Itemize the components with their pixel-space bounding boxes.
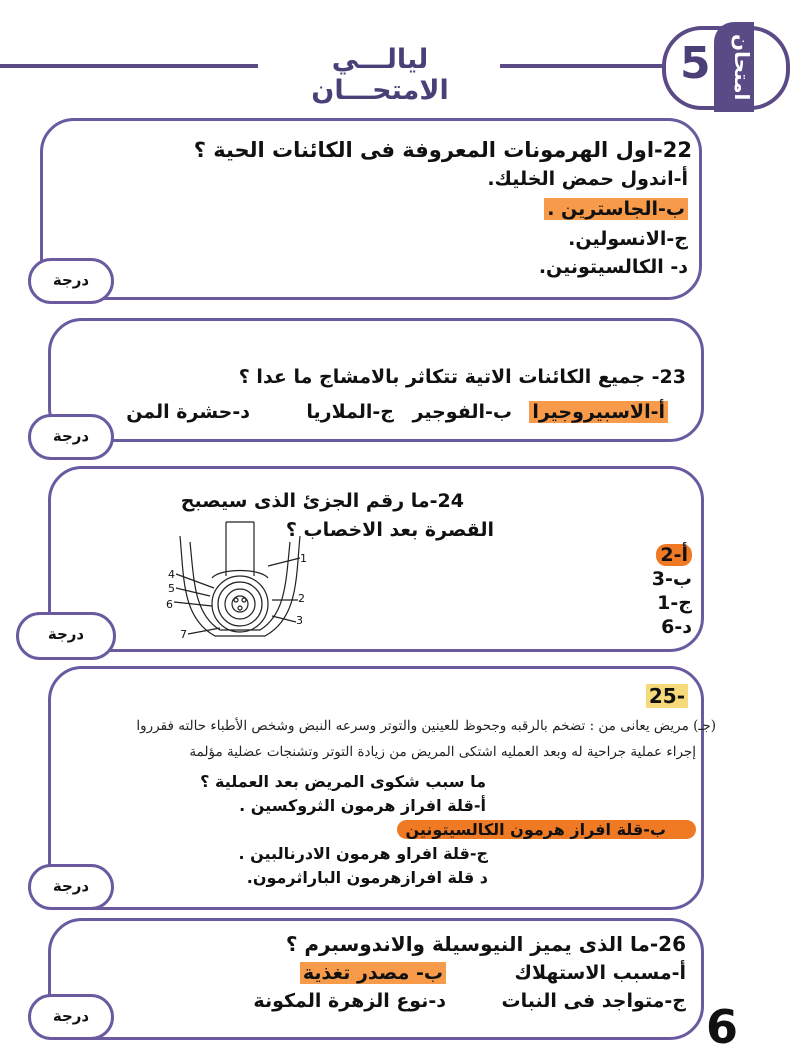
q23-option-b: ب-الفوجير: [412, 401, 512, 423]
q24-grade-badge: درجة: [16, 612, 116, 660]
q25-option-a: أ-قلة افراز هرمون الثروكسين .: [239, 796, 486, 815]
q22-correct-highlight: ب-الجاسترين .: [544, 198, 688, 220]
q23-option-d: د-حشرة المن: [126, 401, 250, 423]
q25-number-highlight: -25: [646, 684, 688, 708]
figure-label-6: 6: [166, 598, 173, 611]
figure-label-7: 7: [180, 628, 187, 641]
q26-correct-highlight: ب- مصدر تغذية: [300, 962, 446, 984]
exam-word: امتحان: [714, 22, 754, 112]
q26-option-d: د-نوع الزهرة المكونة: [253, 990, 446, 1012]
q23-option-a: [529, 401, 668, 423]
q22-option-b: [544, 198, 688, 220]
q23-option-c: ج-الملاريا: [306, 401, 394, 423]
header-title: ليالـــي الامتحـــان: [311, 44, 449, 106]
q22-option-c: ج-الانسولين.: [568, 228, 688, 250]
q24-correct-highlight: أ-2: [656, 544, 692, 566]
q22-option-a: أ-اندول حمض الخليك.: [487, 168, 688, 190]
figure-label-1: 1: [300, 552, 307, 565]
q23-question: 23- جميع الكائنات الاتية تتكاثر بالامشاج ما عدا ؟: [238, 366, 686, 388]
q22-grade-badge: درجة: [28, 258, 114, 304]
header-line-left: [0, 64, 258, 68]
q25-question: ما سبب شكوى المريض بعد العملية ؟: [200, 772, 486, 791]
q23-correct-highlight: أ-الاسبيروجيرا: [529, 401, 668, 423]
q23-grade-badge: درجة: [28, 414, 114, 460]
q26-grade-badge: درجة: [28, 994, 114, 1040]
q22-question: 22-اول الهرمونات المعروفة فى الكائنات الحية ؟: [193, 138, 692, 162]
q25-grade-badge: درجة: [28, 864, 114, 910]
q25-option-d: د قلة افرازهرمون الباراثرمون.: [246, 868, 488, 887]
q24-option-b: ب-3: [651, 568, 692, 590]
q26-option-b: [300, 962, 446, 984]
figure-label-5: 5: [168, 582, 175, 595]
q24-option-a: [656, 544, 692, 566]
page-number: 6: [706, 1000, 739, 1054]
q25-option-c: ج-قلة افراو هرمون الادرنالبين .: [238, 844, 488, 863]
figure-label-3: 3: [296, 614, 303, 627]
q25-scan-line1: (جـ) مريض يعانى من : تضخم بالرقبه وجحوظ للعينين والتوتر وسرعه النبض وشخص الأطباء حالته فقرروا: [136, 718, 716, 734]
q26-option-c: ج-متواجد فى النبات: [501, 990, 686, 1012]
q26-question: 26-ما الذى يميز النيوسيلة والاندوسبرم ؟: [285, 932, 686, 956]
q26-option-a: أ-مسبب الاستهلاك: [514, 962, 686, 984]
q24-question-line2: القصرة بعد الاخصاب ؟: [285, 519, 494, 541]
q25-correct-highlight: ب-قلة افراز هرمون الكالسيتونين: [397, 820, 696, 839]
q22-option-d: د- الكالسيتونين.: [538, 256, 688, 278]
q25-option-b: [397, 820, 696, 839]
q24-question-line1: 24-ما رقم الجزئ الذى سيصبح: [180, 490, 464, 512]
q24-option-d: د-6: [661, 616, 692, 638]
figure-label-2: 2: [298, 592, 305, 605]
header-line-right: [500, 64, 662, 68]
q25-scan-line2: إجراء عملية جراحية له وبعد العمليه اشتكى المريض من زيادة التوتر وتشنجات عضلية مؤلمة: [189, 744, 696, 760]
figure-label-4: 4: [168, 568, 175, 581]
exam-number: 5: [680, 38, 711, 89]
q25-number: [646, 684, 688, 708]
q24-option-c: ج-1: [657, 592, 692, 614]
